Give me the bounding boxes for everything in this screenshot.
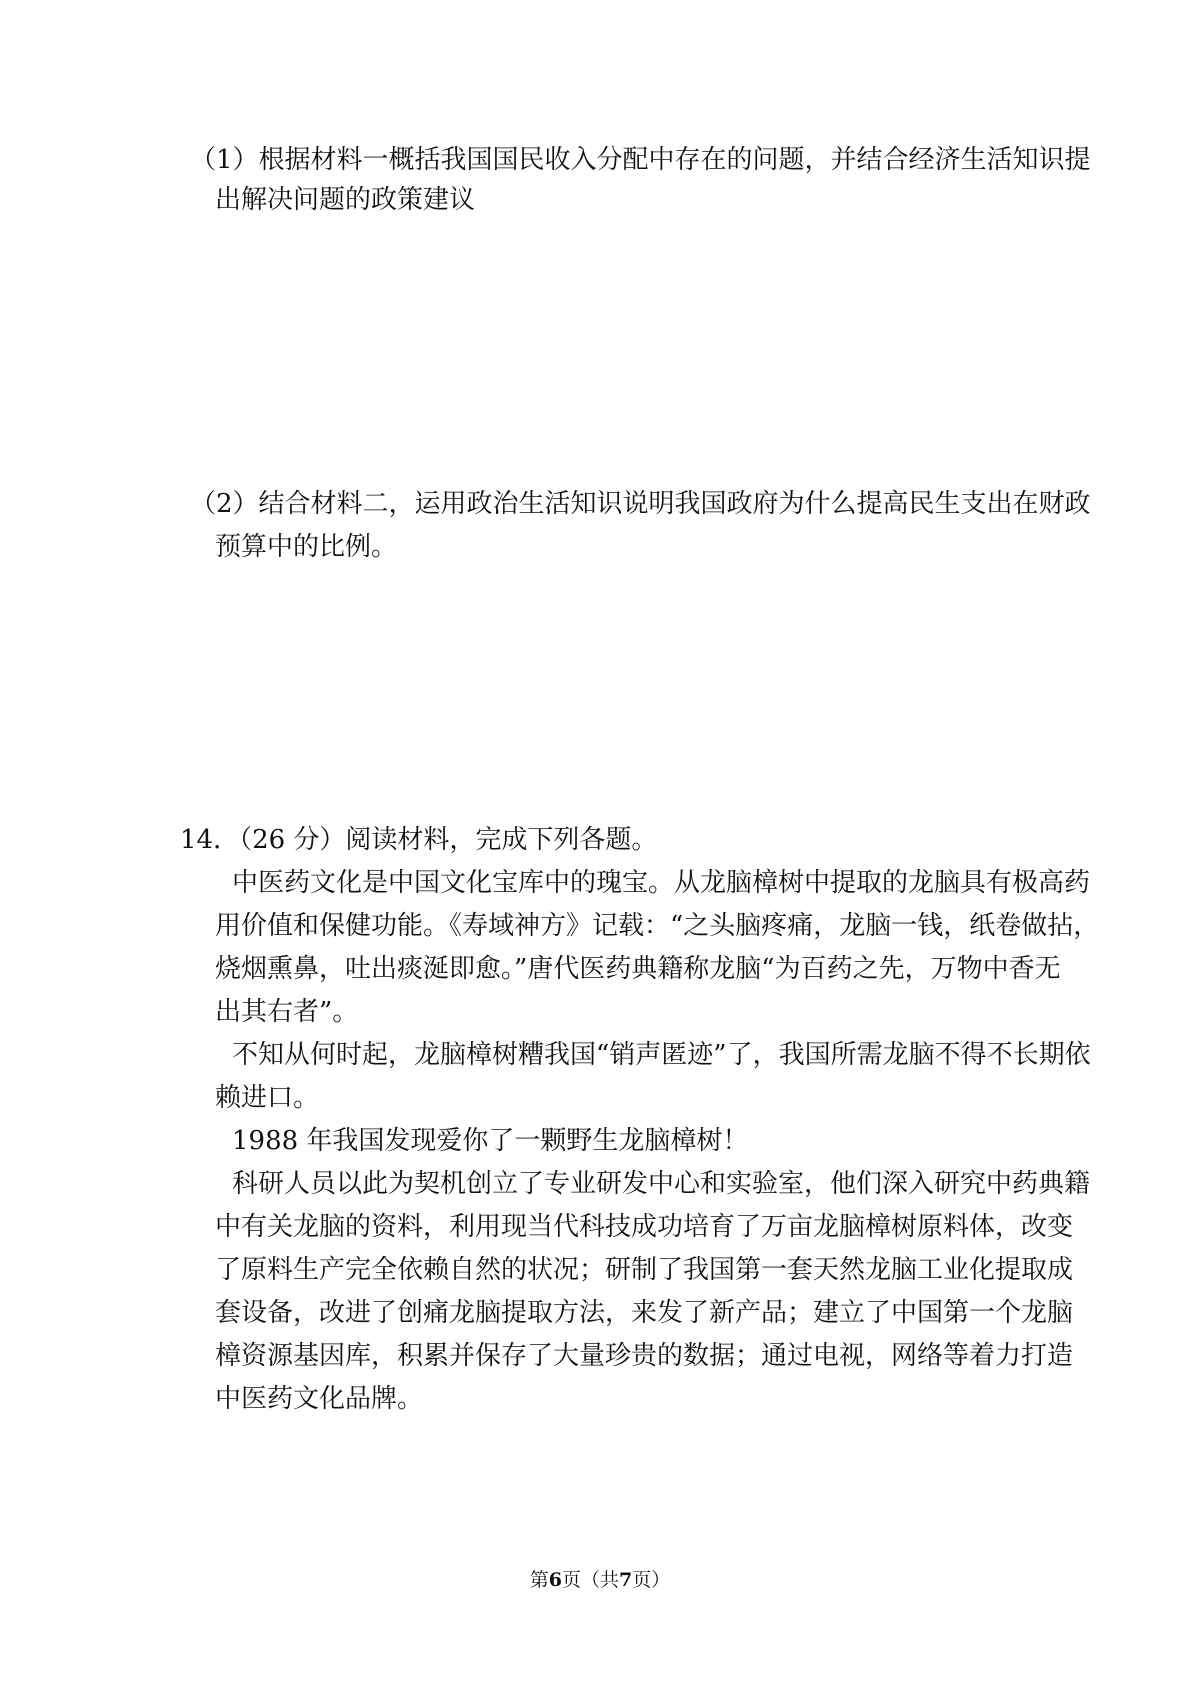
question-13-part-2-line-2: 预算中的比例。 (215, 532, 398, 562)
question-13-part-1-line-1: （1）根据材料一概括我国国民收入分配中存在的问题，并结合经济生活知识提 (190, 145, 1091, 175)
footer-suffix: 页） (632, 1569, 671, 1591)
footer-page-number: 6 (548, 1569, 562, 1591)
paragraph-2-line: 不知从何时起，龙脑樟树糟我国“销声匿迹”了，我国所需龙脑不得不长期依 (232, 1040, 1091, 1070)
footer-total-pages: 7 (619, 1569, 633, 1591)
paragraph-4-line: 了原料生产完全依赖自然的状况；研制了我国第一套天然龙脑工业化提取成 (215, 1255, 1074, 1285)
paragraph-4-line: 套设备，改进了创痛龙脑提取方法，来发了新产品；建立了中国第一个龙脑 (215, 1298, 1074, 1328)
paragraph-2-line: 赖进口。 (215, 1083, 320, 1113)
footer-prefix: 第 (529, 1569, 549, 1591)
page-footer (0, 1568, 1200, 1592)
paragraph-4-line: 中医药文化品牌。 (215, 1384, 424, 1414)
footer-middle: 页（共 (561, 1569, 619, 1591)
paragraph-4-line: 樟资源基因库，积累并保存了大量珍贵的数据；通过电视，网络等着力打造 (215, 1341, 1074, 1371)
paragraph-1-line: 烧烟熏鼻，吐出痰涎即愈。”唐代医药典籍称龙脑“为百药之先，万物中香无 (215, 954, 1061, 984)
paragraph-4-line: 科研人员以此为契机创立了专业研发中心和实验室，他们深入研究中药典籍 (232, 1169, 1091, 1199)
question-14-heading: 14．（26 分）阅读材料，完成下列各题。 (180, 825, 658, 855)
paragraph-1-line: 出其右者”。 (215, 997, 359, 1027)
paragraph-1-line: 用价值和保健功能。《寿域神方》记载：“之头脑疼痛，龙脑一钱，纸卷做拈， (215, 911, 1100, 941)
paragraph-1-line: 中医药文化是中国文化宝库中的瑰宝。从龙脑樟树中提取的龙脑具有极高药 (232, 868, 1091, 898)
paragraph-4-line: 中有关龙脑的资料，利用现当代科技成功培育了万亩龙脑樟树原料体，改变 (215, 1212, 1074, 1242)
question-13-part-2-line-1: （2）结合材料二，运用政治生活知识说明我国政府为什么提高民生支出在财政 (190, 489, 1091, 519)
question-13-part-1-line-2: 出解决问题的政策建议 (215, 185, 476, 215)
paragraph-3-line: 1988 年我国发现爱你了一颗野生龙脑樟树！ (232, 1126, 749, 1156)
